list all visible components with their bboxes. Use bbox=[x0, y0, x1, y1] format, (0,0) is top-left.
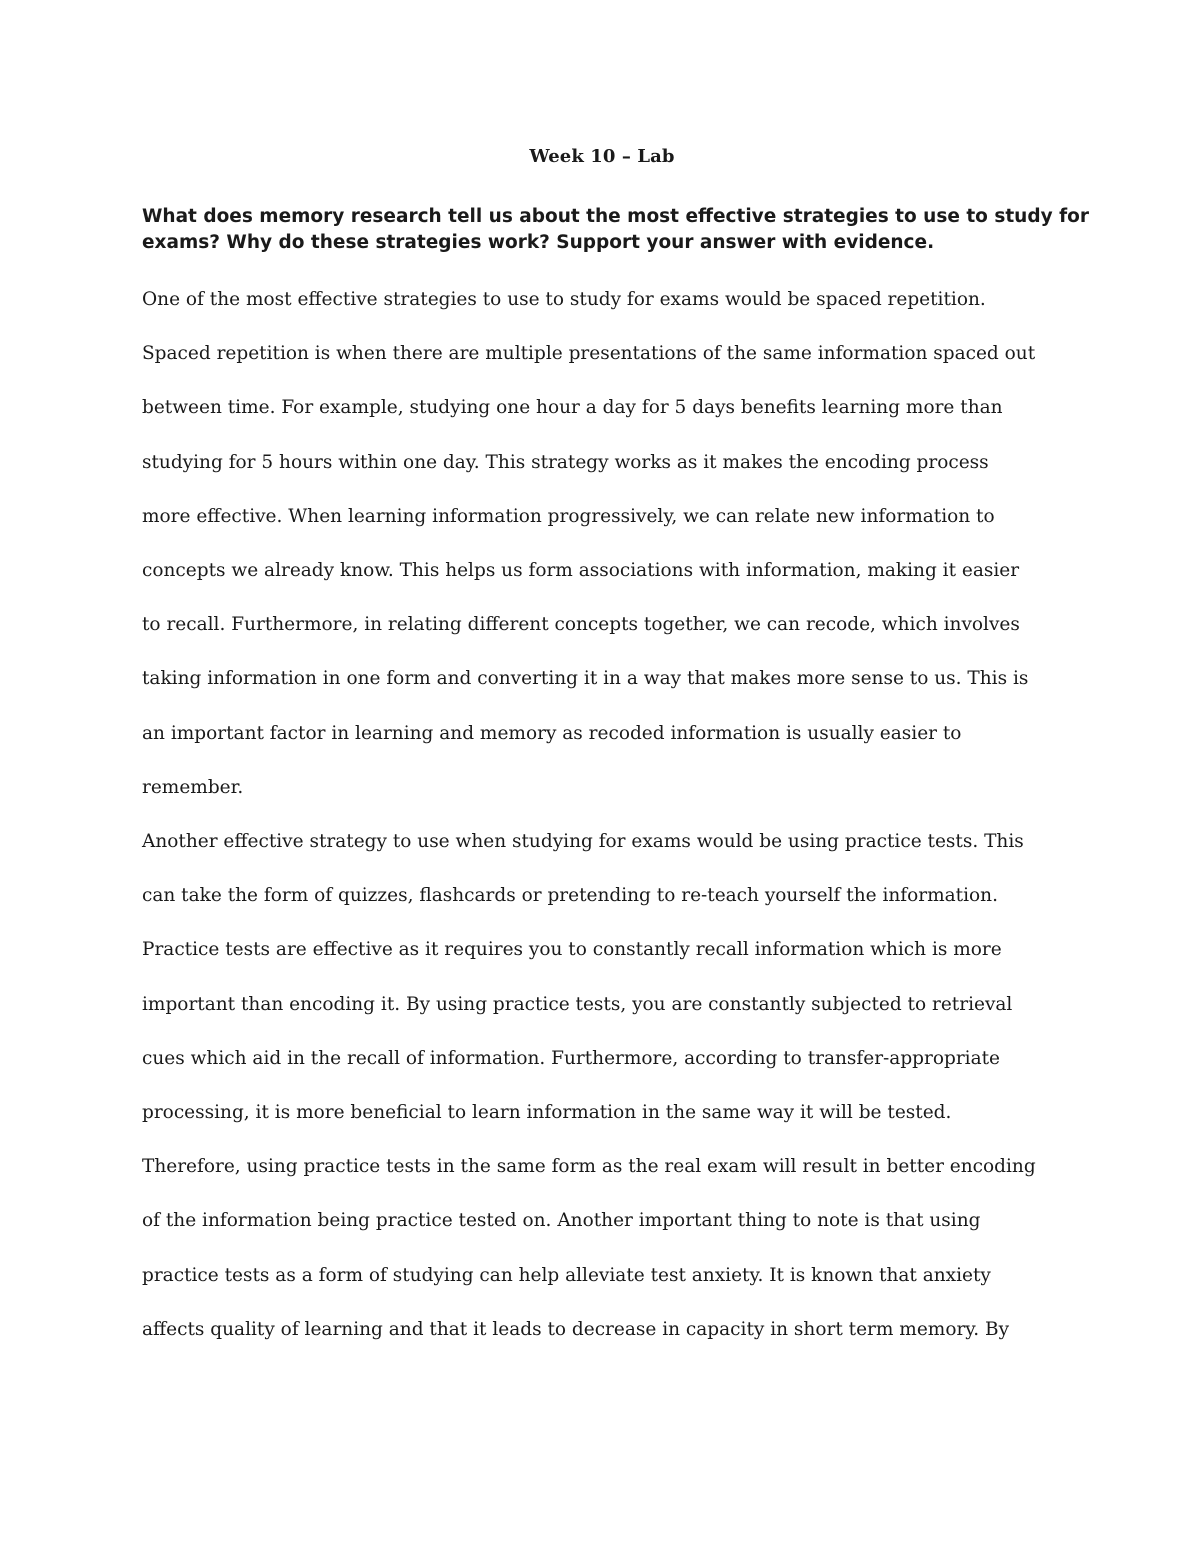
paragraph-line: studying for 5 hours within one day. This strategy works as it makes the encoding process bbox=[142, 451, 989, 473]
paragraph-line: Spaced repetition is when there are multiple presentations of the same information spaced out bbox=[142, 343, 1036, 365]
paragraph-line: remember. bbox=[142, 776, 244, 798]
paragraph-line: an important factor in learning and memory as recoded information is usually easier to bbox=[142, 722, 962, 744]
paragraph-spaced-repetition bbox=[142, 273, 1062, 815]
question-line: exams? Why do these strategies work? Support your answer with evidence. bbox=[142, 232, 935, 253]
paragraph-line: affects quality of learning and that it leads to decrease in capacity in short term memory. By bbox=[142, 1318, 1010, 1340]
paragraph-line: processing, it is more beneficial to learn information in the same way it will be tested. bbox=[142, 1102, 952, 1124]
paragraph-line: concepts we already know. This helps us form associations with information, making it easier bbox=[142, 560, 1020, 582]
paragraph-line: taking information in one form and converting it in a way that makes more sense to us. This is bbox=[142, 668, 1029, 690]
paragraph-line: between time. For example, studying one hour a day for 5 days benefits learning more than bbox=[142, 397, 1003, 419]
paragraph-line: Practice tests are effective as it requires you to constantly recall information which is more bbox=[142, 939, 1002, 961]
paragraph-line: of the information being practice tested on. Another important thing to note is that using bbox=[142, 1210, 981, 1232]
paragraph-line: cues which aid in the recall of information. Furthermore, according to transfer-appropriate bbox=[142, 1047, 1001, 1069]
paragraph-line: One of the most effective strategies to use to study for exams would be spaced repetition. bbox=[142, 289, 986, 310]
paragraph-line: can take the form of quizzes, flashcards or pretending to re-teach yourself the information. bbox=[142, 885, 998, 907]
question-prompt bbox=[142, 204, 1089, 256]
paragraph-practice-tests bbox=[142, 815, 1062, 1357]
paragraph-line: Another effective strategy to use when studying for exams would be using practice tests. This bbox=[142, 831, 1024, 853]
question-line: What does memory research tell us about the most effective strategies to use to study for bbox=[142, 206, 1089, 227]
paragraph-line: more effective. When learning information progressively, we can relate new information to bbox=[142, 505, 995, 527]
document-title: Week 10 – Lab bbox=[529, 146, 675, 167]
paragraph-line: important than encoding it. By using practice tests, you are constantly subjected to retrieval bbox=[142, 993, 1013, 1015]
document-body bbox=[142, 140, 1089, 1357]
paragraph-line: to recall. Furthermore, in relating different concepts together, we can recode, which involves bbox=[142, 614, 1020, 636]
paragraph-line: Therefore, using practice tests in the same form as the real exam will result in better encoding bbox=[142, 1156, 1036, 1178]
paragraph-line: practice tests as a form of studying can help alleviate test anxiety. It is known that anxiety bbox=[142, 1264, 991, 1286]
